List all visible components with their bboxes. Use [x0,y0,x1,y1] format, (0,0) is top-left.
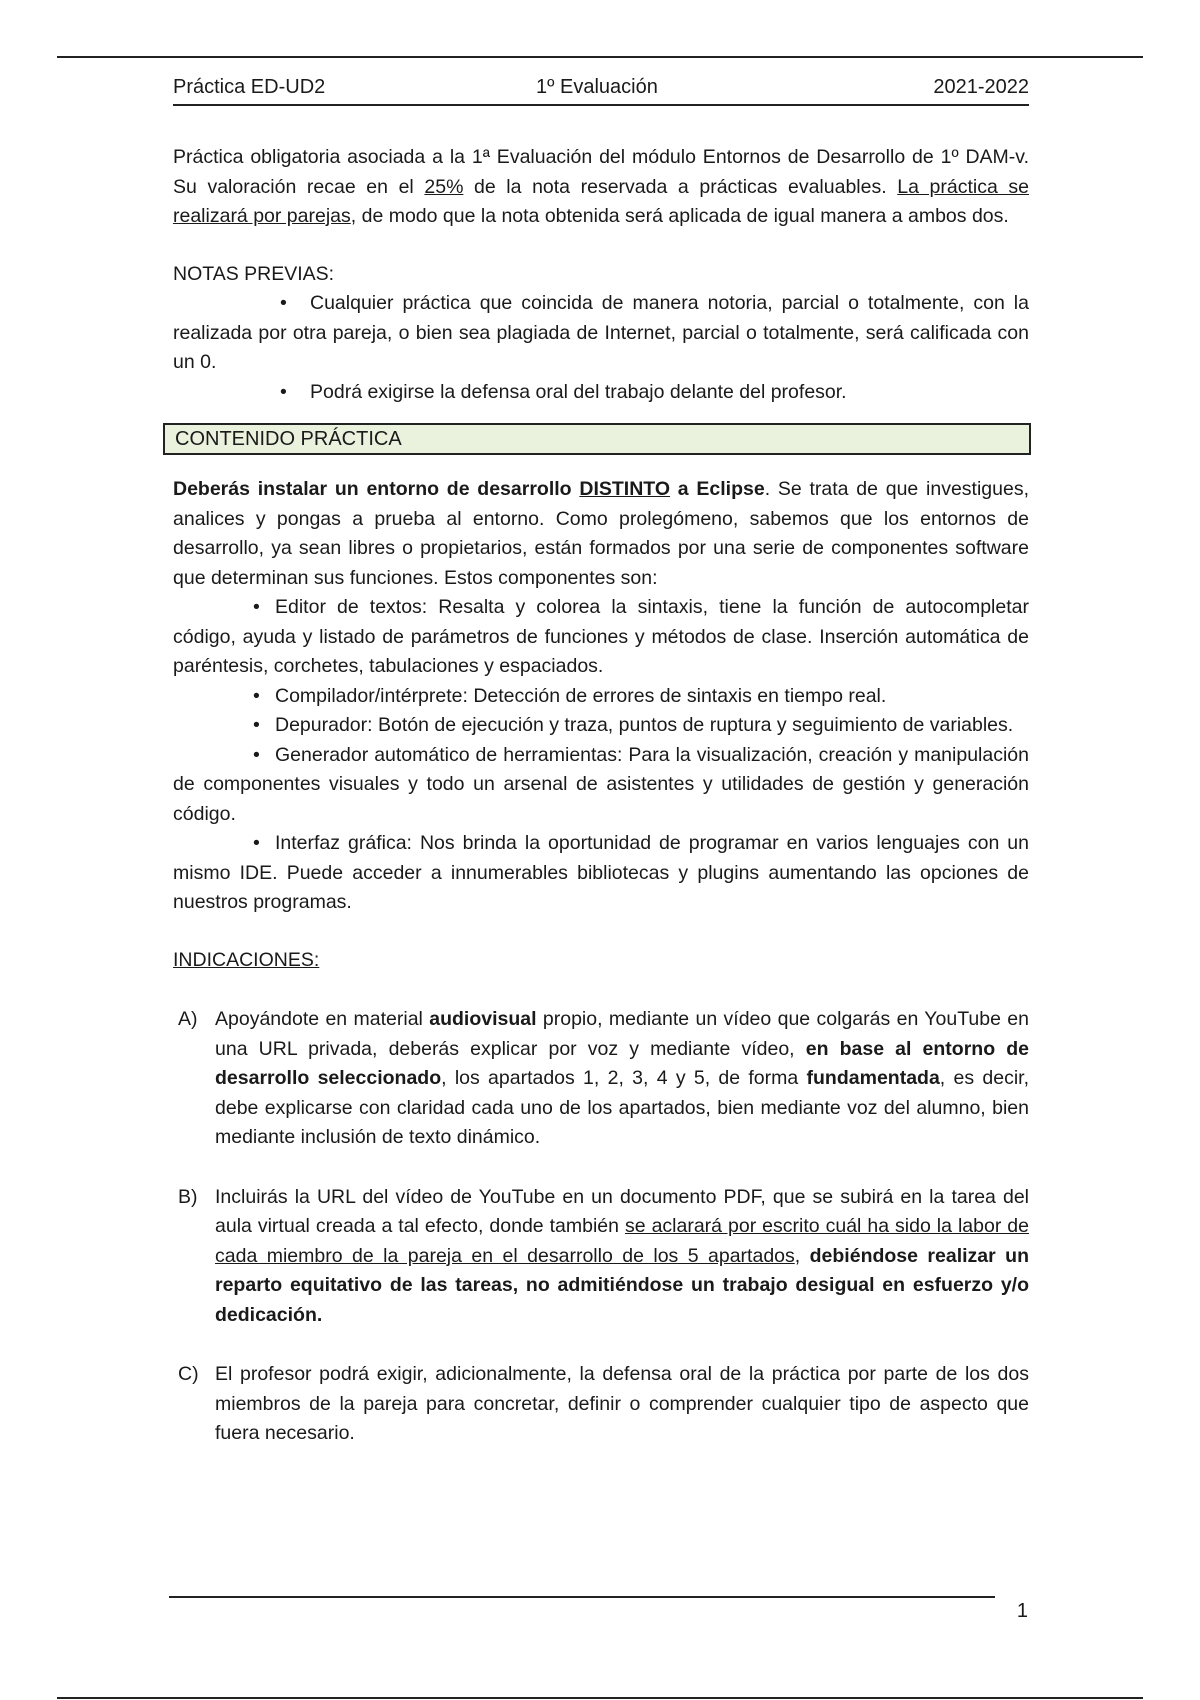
component-editor: • Editor de textos: Resalta y colorea la sintaxis, tiene la función de autocompletar código, ayuda y listado de parámetros de funciones y métodos de clase. Inserción automática de paréntesis, corchetes, tabulaciones y espaciados. [173,593,1029,682]
indicacion-b: B) Incluirás la URL del vídeo de YouTube en un documento PDF, que se subirá en la tarea del aula virtual creada a tal efecto, donde también se aclarará por escrito cuál ha sido la labor de cada miembro de la pareja en el desarrollo de los 5 apartados, debiéndose realizar un reparto equitativo de las tareas, no admitiéndose un trabajo desigual en esfuerzo y/o dedicación. [173,1183,1029,1331]
bottom-rule [57,1697,1143,1699]
bullet-icon: • [253,596,260,618]
section-title-contenido: CONTENIDO PRÁCTICA [163,423,1031,455]
intro-text-3: , de modo que la nota obtenida será aplicada de igual manera a ambos dos. [350,205,1009,227]
intro-text-2: de la nota reservada a prácticas evaluables. [463,175,898,198]
distinto-emphasis: DISTINTO [579,478,671,500]
component-depurador: • Depurador: Botón de ejecución y traza, puntos de ruptura y seguimiento de variables. [173,711,1029,741]
footer-rule [169,1596,995,1598]
indicaciones-title: INDICACIONES: [173,948,320,971]
component-interfaz: • Interfaz gráfica: Nos brinda la oportunidad de programar en varios lenguajes con un mismo IDE. Puede acceder a innumerables bibliotecas y plugins aumentando las opciones de nuestros programas. [173,829,1029,918]
intro-percentage: 25% [424,175,464,198]
intro-text-1: Práctica obligatoria asociada a la 1ª Evaluación del módulo Entornos de Desarrollo de 1º DAM-v. Su valoración recae en el [173,146,1029,198]
intro-pairs-note: La práctica se realizará por parejas [173,175,1030,227]
bullet-icon: • [253,714,260,736]
indicacion-c: C) El profesor podrá exigir, adicionalmente, la defensa oral de la práctica por parte de los dos miembros de la pareja para concretar, definir o comprender cualquier tipo de aspecto que fuera necesario. [173,1360,1029,1449]
bullet-icon: • [280,292,287,314]
bullet-icon: • [253,684,260,707]
notas-item-2: • Podrá exigirse la defensa oral del trabajo delante del profesor. [173,378,1029,408]
page-header [173,74,1029,106]
top-rule [57,56,1143,58]
contenido-paragraph: Deberás instalar un entorno de desarrollo DISTINTO a Eclipse. Se trata de que investigues, analices y pongas a prueba al entorno. Como prolegómeno, sabemos que los entornos de desarrollo, ya sean libres o propietarios, están formados por una serie de componentes software que determinan sus funciones. Estos componentes son: [173,478,1030,589]
component-generador: • Generador automático de herramientas: Para la visualización, creación y manipulación de componentes visuales y todo un arsenal de asistentes y utilidades de gestión y generación código. [173,741,1029,830]
bullet-icon: • [253,743,260,766]
list-marker-c: C) [178,1363,199,1385]
header-center: 1º Evaluación [536,76,658,98]
header-left: Práctica ED-UD2 [173,76,326,98]
bullet-icon: • [253,832,260,854]
notas-item-1: • Cualquier práctica que coincida de manera notoria, parcial o totalmente, con la realizada por otra pareja, o bien sea plagiada de Internet, parcial o totalmente, será calificada con un 0. [173,289,1029,378]
component-compilador: • Compilador/intérprete: Detección de errores de sintaxis en tiempo real. [173,682,1029,712]
indicacion-a: A) Apoyándote en material audiovisual propio, mediante un vídeo que colgarás en YouTube en una URL privada, deberás explicar por voz y mediante vídeo, en base al entorno de desarrollo seleccionado, los apartados 1, 2, 3, 4 y 5, de forma fundamentada, es decir, debe explicarse con claridad cada uno de los apartados, bien mediante voz del alumno, bien mediante inclusión de texto dinámico. [173,1005,1029,1153]
page-number: 1 [1016,1600,1028,1622]
list-marker-a: A) [178,1008,198,1030]
intro-paragraph [173,143,1029,232]
document-body [173,143,1029,1449]
list-marker-b: B) [178,1185,198,1208]
header-right: 2021-2022 [933,76,1029,98]
notas-title: NOTAS PREVIAS: [173,262,335,285]
bullet-icon: • [280,380,287,403]
